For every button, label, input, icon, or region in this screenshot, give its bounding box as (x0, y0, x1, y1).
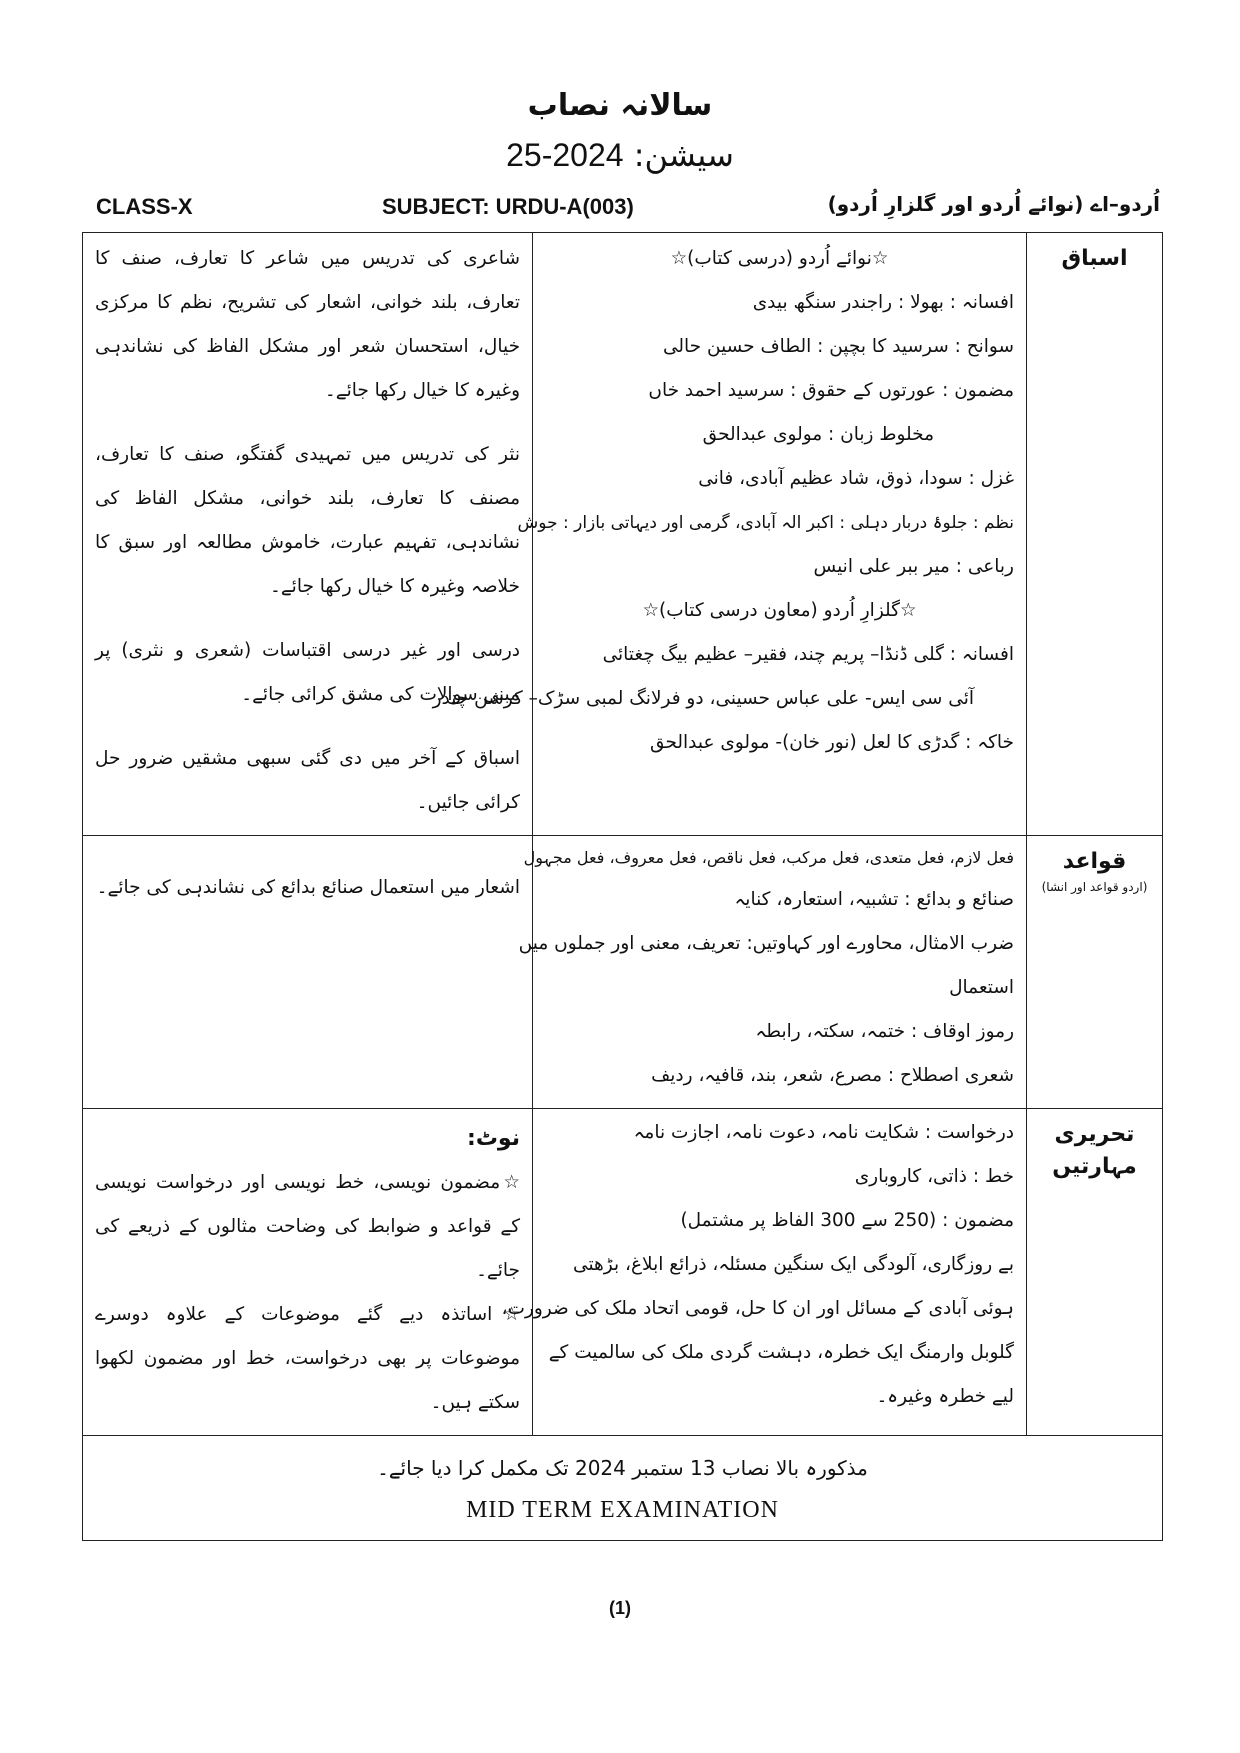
content-line: رباعی : میر ببر علی انیس (813, 556, 1014, 577)
content-line: مخلوط زبان : مولوی عبدالحق (702, 424, 934, 445)
completion-note: مذکورہ بالا نصاب 13 ستمبر 2024 تک مکمل کرا دیا جائے۔ (377, 1456, 868, 1480)
subject-label: SUBJECT: URDU-A(003) (382, 194, 634, 219)
method-paragraph: درسی اور غیر درسی اقتباسات (شعری و نثری) پر مبنی سوالات کی مشق کرائی جائے۔ (95, 640, 520, 705)
method-paragraph: اسباق کے آخر میں دی گئی سبھی مشقیں ضرور حل کرائی جائیں۔ (95, 748, 520, 813)
content-line: رموز اوقاف : ختمہ، سکتہ، رابطہ (755, 1021, 1014, 1042)
content-line: ہوئی آبادی کے مسائل اور ان کا حل، قومی اتحاد ملک کی ضرورت، (501, 1298, 1014, 1319)
content-line: افسانہ : بھولا : راجندر سنگھ بیدی (752, 292, 1014, 313)
method-paragraph: شاعری کی تدریس میں شاعر کا تعارف، صنف کا تعارف، بلند خوانی، اشعار کی تشریح، نظم کا مرکزی خیال، استحسان شعر اور مشکل الفاظ کی نشاندہی وغیرہ کا خیال رکھا جائے۔ (95, 248, 520, 401)
tahreeri-heading-cell (1027, 1109, 1163, 1436)
content-line: مضمون : عورتوں کے حقوق : سرسید احمد خاں (648, 380, 1014, 401)
tahreeri-content-cell (501, 1109, 1027, 1436)
content-line: گلوبل وارمنگ ایک خطرہ، دہشت گردی ملک کی سالمیت کے (548, 1342, 1014, 1363)
content-line: ضرب الامثال، محاورے اور کہاوتیں: تعریف، معنی اور جملوں میں (518, 933, 1014, 954)
qawaid-heading-cell (1027, 836, 1163, 1109)
content-line: خاکہ : گدڑی کا لعل (نور خان)- مولوی عبدالحق (650, 732, 1014, 753)
session-label: سیشن: (633, 136, 734, 174)
content-line: فعل لازم، فعل متعدی، فعل مرکب، فعل ناقص، فعل معروف، فعل مجہول (523, 848, 1014, 867)
row-tahreeri (83, 1109, 1163, 1436)
content-line: آئی سی ایس- علی عباس حسینی، دو فرلانگ لمبی سڑک– کرشن چندر (432, 688, 974, 709)
method-paragraph: ☆مضمون نویسی، خط نویسی اور درخواست نویسی کے قواعد و ضوابط کی وضاحت مثالوں کے ذریعے کی جائے۔ (95, 1172, 520, 1281)
subject-urdu-label: اُردو–اے (نوائے اُردو اور گلزارِ اُردو) (827, 192, 1160, 216)
page-number: (1) (609, 1598, 631, 1618)
tahreeri-method-cell (83, 1109, 533, 1436)
content-line: بے روزگاری، آلودگی ایک سنگین مسئلہ، ذرائع ابلاغ، بڑھتی (573, 1254, 1014, 1275)
content-line: سوانح : سرسید کا بچپن : الطاف حسین حالی (662, 336, 1014, 357)
section-heading: اسباق (1061, 246, 1128, 271)
row-footer (83, 1436, 1163, 1541)
content-line: غزل : سودا، ذوق، شاد عظیم آبادی، فانی (698, 468, 1014, 489)
class-label: CLASS-X (96, 194, 193, 219)
row-asbaq (83, 233, 1163, 836)
content-line: مضمون : (250 سے 300 الفاظ پر مشتمل) (680, 1210, 1014, 1231)
session-value: 2024-25 (506, 137, 624, 173)
syllabus-table (82, 232, 1163, 1541)
content-line: لیے خطرہ وغیرہ۔ (876, 1386, 1014, 1407)
content-line: استعمال (949, 977, 1014, 998)
qawaid-content-cell (518, 836, 1027, 1109)
book-heading: ☆نوائے اُردو (درسی کتاب)☆ (670, 248, 889, 269)
content-line: افسانہ : گلی ڈنڈا– پریم چند، فقیر– عظیم بیگ چغتائی (602, 644, 1014, 665)
qawaid-method-cell (83, 836, 533, 1109)
section-subheading: (اردو قواعد اور انشا) (1041, 880, 1148, 894)
asbaq-content-cell (432, 233, 1027, 836)
row-qawaid (83, 836, 1163, 1109)
exam-title: MID TERM EXAMINATION (466, 1497, 779, 1523)
asbaq-heading-cell (1027, 233, 1163, 836)
info-row (82, 192, 1160, 226)
session-line (0, 136, 1240, 174)
section-heading: قواعد (1062, 849, 1127, 874)
book-heading: ☆گلزارِ اُردو (معاون درسی کتاب)☆ (642, 600, 917, 621)
footer-cell (83, 1436, 1163, 1541)
content-line: درخواست : شکایت نامہ، دعوت نامہ، اجازت نامہ (633, 1122, 1014, 1143)
note-title: نوٹ: (467, 1126, 520, 1151)
asbaq-method-cell (83, 233, 533, 836)
section-heading: تحریری مہارتیں (1052, 1122, 1137, 1179)
method-paragraph: ☆اساتذہ دیے گئے موضوعات کے علاوہ دوسرے موضوعات پر بھی درخواست، خط اور مضمون لکھوا سکتے ہیں۔ (95, 1304, 520, 1413)
content-line: نظم : جلوۂ دربار دہلی : اکبر الہ آبادی، گرمی اور دیہاتی بازار : جوش (517, 513, 1014, 533)
content-line: صنائع و بدائع : تشبیہ، استعارہ، کنایہ (734, 889, 1014, 910)
content-line: خط : ذاتی، کاروباری (854, 1166, 1014, 1187)
method-paragraph: نثر کی تدریس میں تمہیدی گفتگو، صنف کا تعارف، مصنف کا تعارف، بلند خوانی، مشکل الفاظ کی نشاندہی، تفہیم عبارت، خاموش مطالعہ اور سبق کا خلاصہ وغیرہ کا خیال رکھا جائے۔ (95, 444, 520, 597)
method-paragraph: اشعار میں استعمال صنائع بدائع کی نشاندہی کی جائے۔ (96, 877, 520, 898)
page-title: سالانہ نصاب (527, 88, 713, 123)
content-line: شعری اصطلاح : مصرع، شعر، بند، قافیہ، ردیف (651, 1065, 1014, 1086)
